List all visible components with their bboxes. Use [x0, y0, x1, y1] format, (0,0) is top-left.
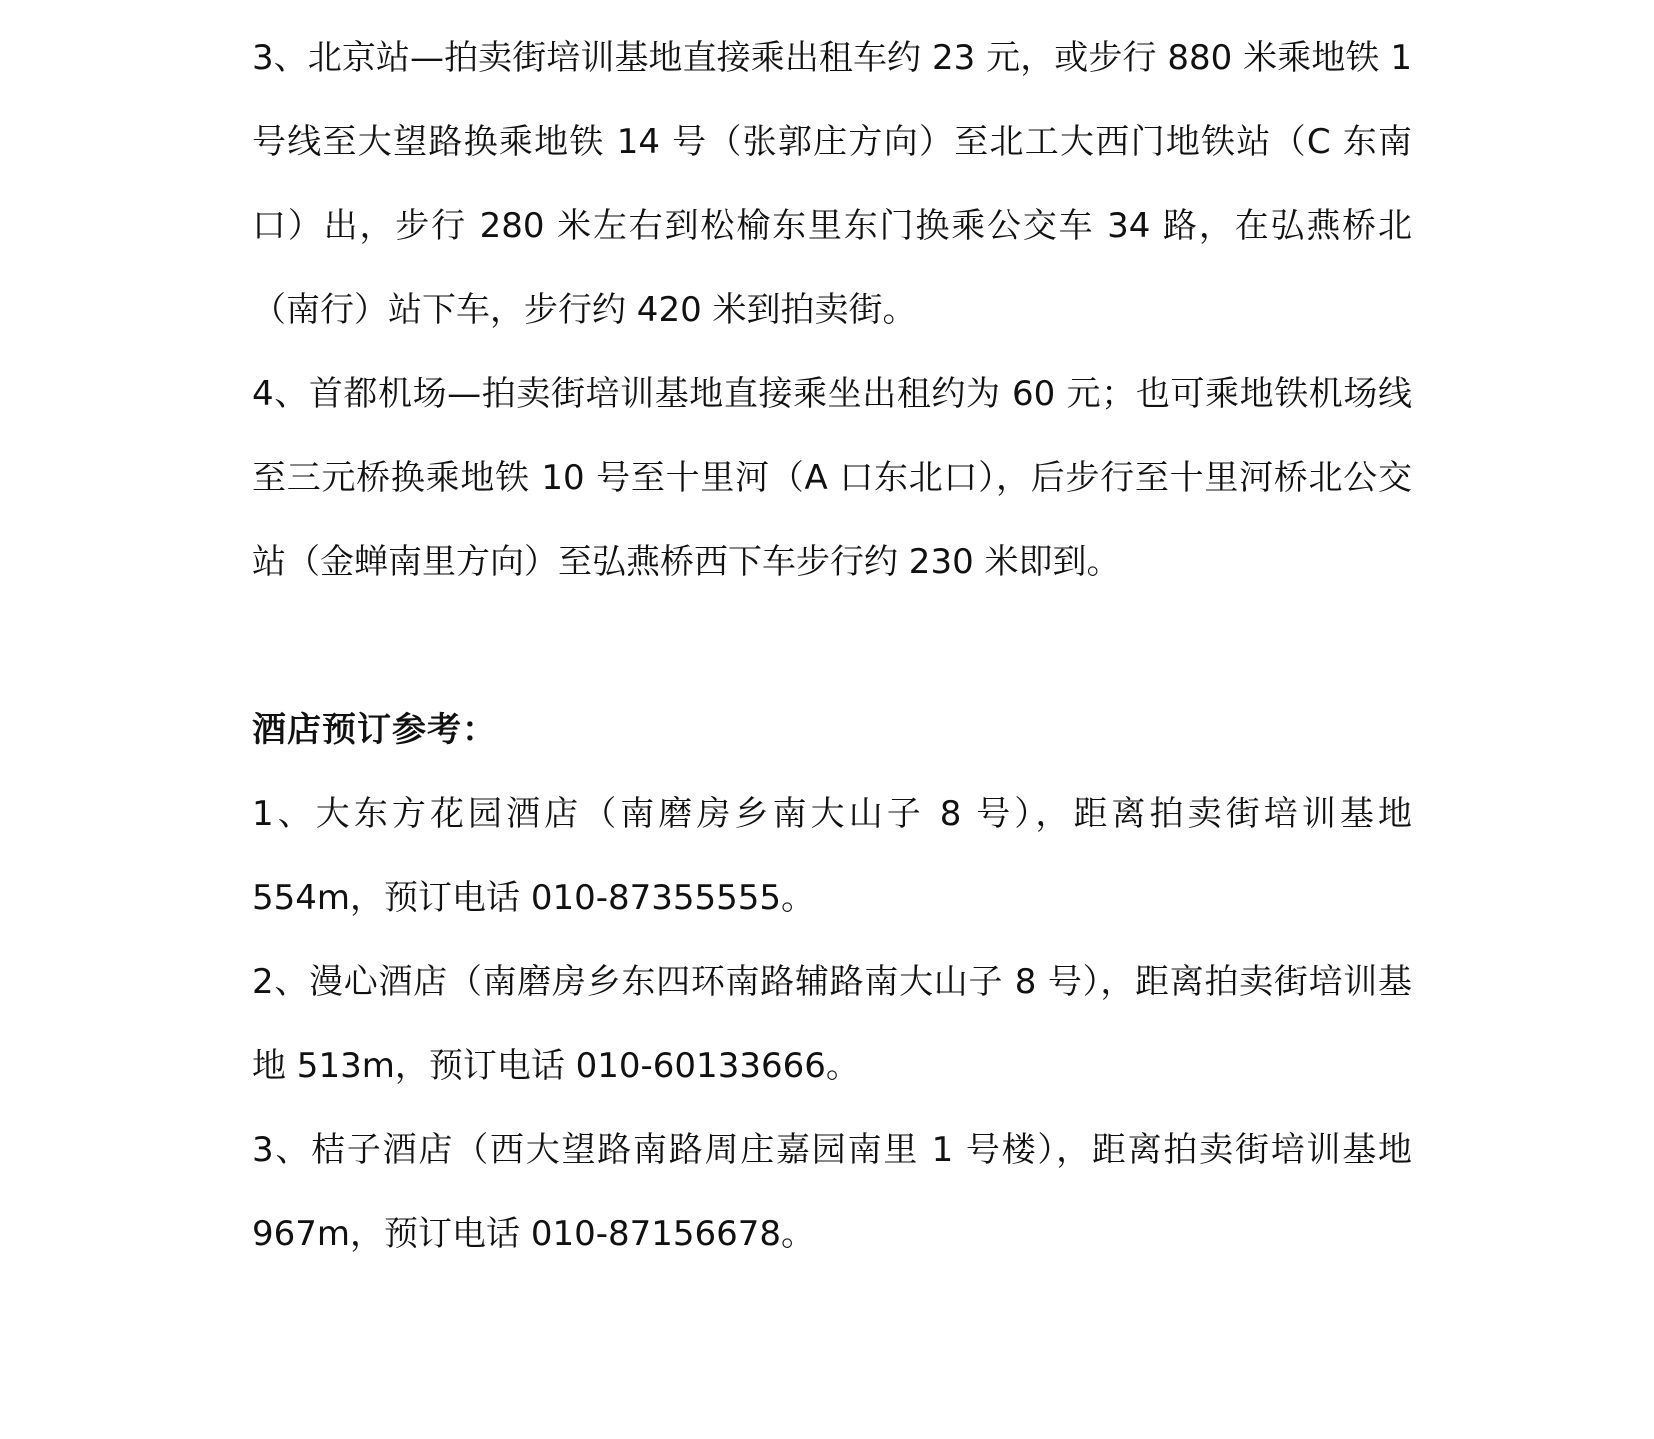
- section-spacer: [252, 604, 1412, 688]
- hotel-item-2: 2、漫心酒店（南磨房乡东四环南路辅路南大山子 8 号），距离拍卖街培训基地 513m，预订电话 010-60133666。: [252, 962, 1412, 1086]
- transport-item-4: 4、首都机场—拍卖街培训基地直接乘坐出租约为 60 元；也可乘地铁机场线至三元桥换乘地铁 10 号至十里河（A 口东北口），后步行至十里河桥北公交站（金蝉南里方向）至弘燕桥西下车步行约 230 米即到。: [252, 374, 1412, 582]
- hotel-item-3: 3、桔子酒店（西大望路南路周庄嘉园南里 1 号楼），距离拍卖街培训基地 967m，预订电话 010-87156678。: [252, 1130, 1412, 1254]
- transport-item-3: 3、北京站—拍卖街培训基地直接乘出租车约 23 元，或步行 880 米乘地铁 1 号线至大望路换乘地铁 14 号（张郭庄方向）至北工大西门地铁站（C 东南口）出，步行 280 米左右到松榆东里东门换乘公交车 34 路，在弘燕桥北（南行）站下车，步行约 420 米到拍卖街。: [252, 38, 1412, 330]
- hotel-item-1: 1、大东方花园酒店（南磨房乡南大山子 8 号），距离拍卖街培训基地 554m，预订电话 010-87355555。: [252, 794, 1412, 918]
- hotel-section-heading: 酒店预订参考：: [252, 710, 497, 750]
- document-body: [252, 16, 1412, 1276]
